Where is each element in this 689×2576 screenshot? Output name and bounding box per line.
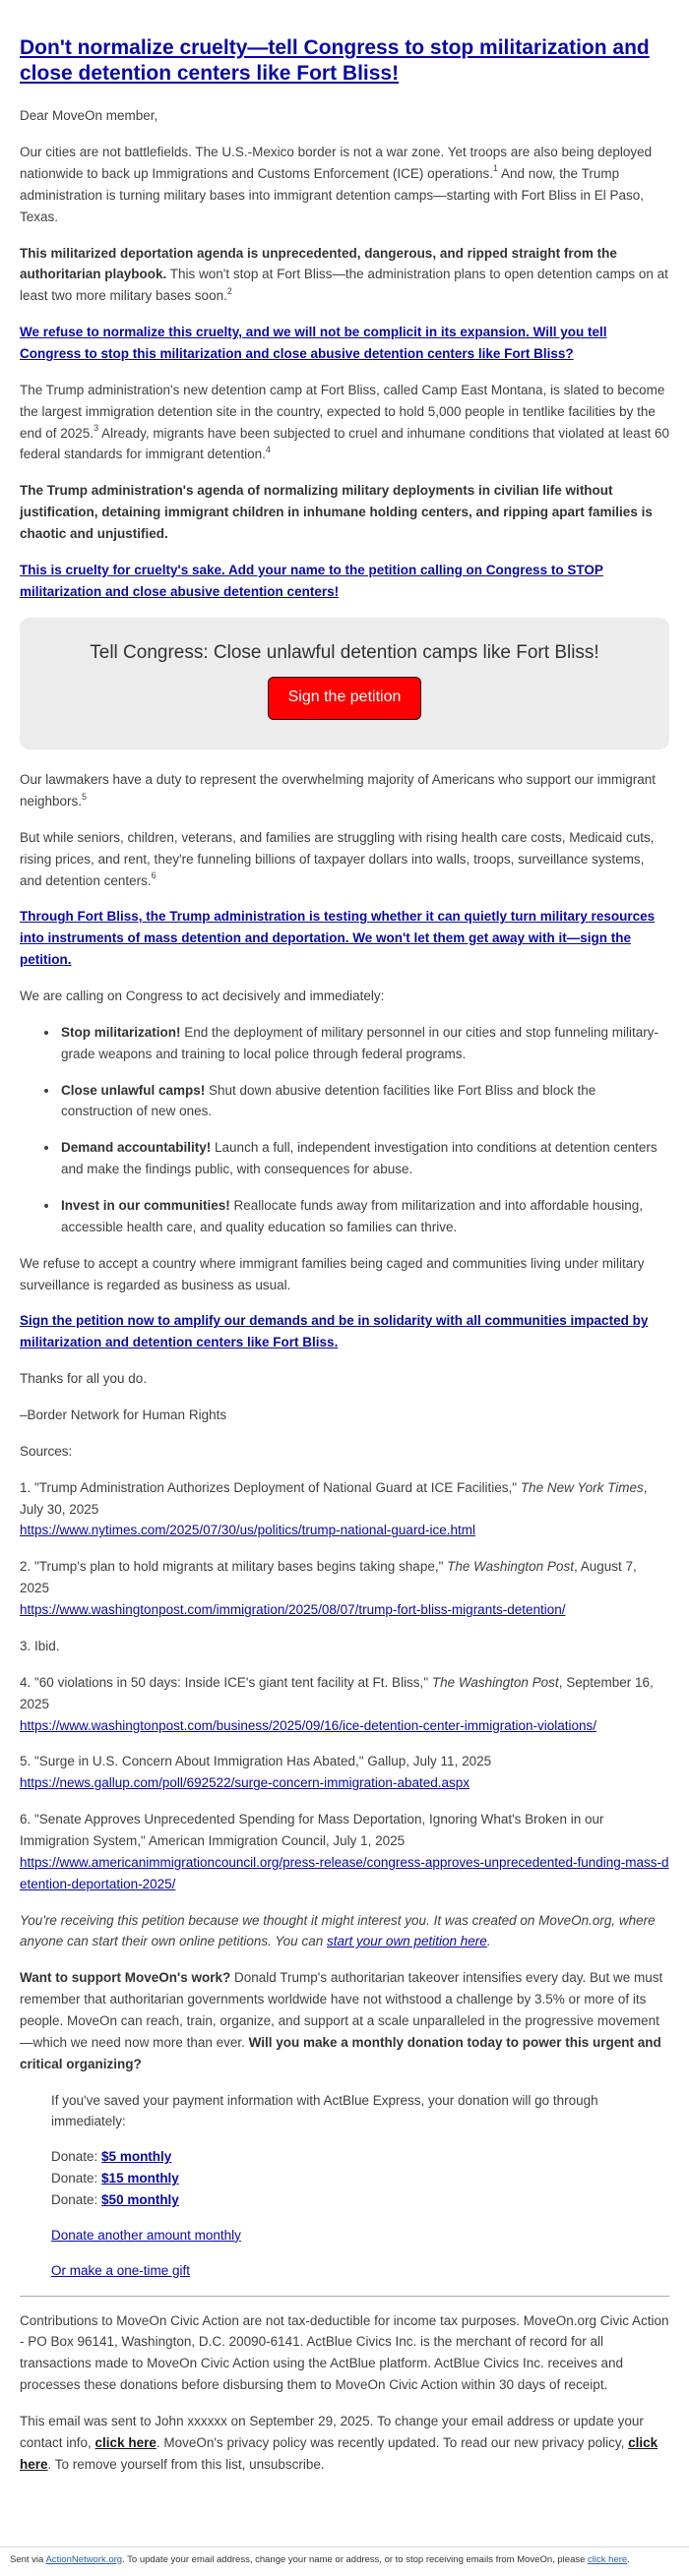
demand-item: • Demand accountability! Launch a full, independent investigation into conditions at detention centers and make the findings public, with consequences for abuse. — [59, 1137, 669, 1180]
source-item: 4. "60 violations in 50 days: Inside ICE's giant tent facility at Ft. Bliss," The Washington Post, September 16, 2025 https://www.washingtonpost.com/business/2025/09/16/ice-detention-center-immigration-violations/ — [20, 1674, 654, 1733]
paragraph-funding: But while seniors, children, veterans, and families are struggling with rising health care costs, Medicaid cuts, rising prices, and rent, they're funneling billions of taxpayer dollars into walls, troops, surveillance systems, and detention centers.$^6$ — [20, 829, 655, 888]
source-item: 2. "Trump's plan to hold migrants at military bases begins taking shape," The Washington Post, August 7, 2025 https://www.washingtonpost.com/immigration/2025/08/07/trump-fort-bliss-migrants-detention/ — [20, 1559, 637, 1618]
paragraph-lawmakers: Our lawmakers have a duty to represent the overwhelming majority of Americans who support our immigrant neighbors.$^5$ — [20, 772, 657, 809]
thanks: Thanks for all you do. — [20, 1371, 148, 1387]
source-link[interactable]: https://www.nytimes.com/2025/07/30/us/politics/trump-national-guard-ice.html — [20, 1523, 475, 1538]
footnote-ref: 4 — [265, 444, 271, 454]
footnote-ref: 6 — [151, 870, 157, 881]
footnote-ref: 3 — [94, 423, 99, 434]
sent-to-text: This email was sent to John xxxxxx on September 29, 2025. To change your email address or update your contact info, click here. MoveOn's privacy policy was recently updated. To read our new privacy policy, click here. To remove yourself from this list, unsubscribe. — [20, 2413, 658, 2472]
receiving-note: You're receiving this petition because we thought it might interest you. It was created on MoveOn.org, where anyone can start their own online petitions. You can start your own petition here. — [20, 1912, 656, 1949]
petition-link-4[interactable]: Sign the petition now to amplify our demands and be in solidarity with all communities impacted by militarization and detention centers like Fort Bliss. — [20, 1313, 649, 1350]
one-time-gift-link[interactable]: Or make a one-time gift — [51, 2262, 191, 2278]
support-paragraph: Want to support MoveOn's work? Donald Trump's authoritarian takeover intensifies every day. But we must remember that authoritarian governments worldwide have not withstood a challenge by 3.5% or more of its people. MoveOn can reach, train, organize, and support at a scale unparalleled in the progressive movement—which we need now more than ever. Will you make a monthly donation today to power this urgent and critical organizing? — [20, 1970, 663, 2071]
footnote-ref: 2 — [226, 285, 232, 296]
headline-link[interactable]: Don't normalize cruelty—tell Congress to stop militarization and close detention centers like Fort Bliss! — [20, 36, 650, 85]
headline — [20, 35, 669, 86]
donate-15-monthly-link[interactable]: $15 monthly — [101, 2171, 179, 2187]
sources-label: Sources: — [20, 1443, 73, 1459]
signoff: –Border Network for Human Rights — [20, 1408, 227, 1423]
source-link[interactable]: https://www.washingtonpost.com/business/2025/09/16/ice-detention-center-immigration-violations/ — [20, 1717, 597, 1733]
donate-other-amount-link[interactable]: Donate another amount monthly — [51, 2227, 241, 2243]
source-item: 3. Ibid. — [20, 1638, 60, 1653]
paragraph-call: We are calling on Congress to act decisively and immediately: — [20, 988, 385, 1004]
paragraph-fort-bliss: The Trump administration's new detention camp at Fort Bliss, called Camp East Montana, is slated to become the largest immigration detention site in the country, expected to hold 5,000 people in tentlike facilities by the end of 2025.$^3$ Already, migrants have been subjected to cruel and inhumane conditions that violated at least 60 federal standards for immigrant detention.$^4$ — [20, 382, 669, 462]
demand-item: • Invest in our communities! Reallocate funds away from militarization and into affordable housing, accessible health care, and quality education so families can thrive. — [59, 1195, 669, 1238]
demands-list — [20, 1022, 669, 1238]
donate-line: Donate: $50 monthly — [51, 2191, 179, 2207]
paragraph-agenda: This militarized deportation agenda is unprecedented, dangerous, and ripped straight from the authoritarian playbook. This won't stop at Fort Bliss—the administration plans to open detention camps on at least two more military bases soon.$^2$ — [20, 245, 668, 304]
source-link[interactable]: https://www.americanimmigrationcouncil.org/press-release/congress-approves-unprecedented-funding-mass-detention-deportation-2025/ — [20, 1854, 669, 1891]
source-item: 1. "Trump Administration Authorizes Deployment of National Guard at ICE Facilities," The New York Times, July 30, 2025 https://www.nytimes.com/2025/07/30/us/politics/trump-national-guard-ice.html — [20, 1479, 648, 1538]
callout-title: Tell Congress: Close unlawful detention camps like Fort Bliss! — [90, 641, 599, 663]
paragraph-intro: Our cities are not battlefields. The U.S.-Mexico border is not a war zone. Yet troops are also being deployed nationwide to back up Immigrations and Customs Enforcement (ICE) operations.$^1$ And now, the Trump administration is turning military bases into immigrant detention camps—starting with Fort Bliss in El Paso, Texas. — [20, 145, 653, 224]
privacy-policy-link[interactable]: click here — [20, 2434, 658, 2472]
petition-link-2[interactable]: This is cruelty for cruelty's sake. Add your name to the petition calling on Congress to STOP militarization and close abusive detention centers! — [20, 562, 603, 599]
donate-other-para — [51, 2225, 669, 2247]
actblue-note: If you've saved your payment information with ActBlue Express, your donation will go through immediately: — [51, 2092, 598, 2129]
divider — [20, 2296, 669, 2297]
donate-line: Donate: $5 monthly — [51, 2149, 172, 2165]
start-petition-link[interactable]: start your own petition here — [326, 1934, 487, 1949]
demand-item: • Close unlawful camps! Shut down abusive detention facilities like Fort Bliss and block the construction of new ones. — [59, 1080, 669, 1123]
one-time-gift-para — [51, 2260, 669, 2282]
petition-callout — [20, 618, 669, 750]
source-item: 6. "Senate Approves Unprecedented Spending for Mass Deportation, Ignoring What's Broken in our Immigration System," American Immigration Council, July 1, 2025 https://www.americanimmigrationcouncil.org/press-release/congress-approves-unprecedented-funding-mass-detention-deportation-2025/ — [20, 1812, 669, 1891]
actionnetwork-link[interactable]: ActionNetwork.org — [45, 2553, 123, 2565]
paragraph-bold-statement: The Trump administration's agenda of normalizing military deployments in civilian life without justification, detaining immigrant children in inhumane holding centers, and ripping apart families is chaotic and unjustified. — [20, 483, 653, 541]
petition-link-4-para — [20, 1310, 669, 1353]
footer: Sent via ActionNetwork.org. To update your email address, change your name or address, or to stop receiving emails from MoveOn, please click here. — [0, 2546, 689, 2576]
footnote-ref: 1 — [492, 163, 498, 174]
petition-link-1-para — [20, 322, 669, 365]
source-link[interactable]: https://news.gallup.com/poll/692522/surge-concern-immigration-abated.aspx — [20, 1775, 470, 1791]
petition-link-3-para — [20, 906, 669, 971]
footer-click-here-link[interactable]: click here — [588, 2553, 628, 2565]
petition-link-2-para — [20, 560, 669, 603]
donate-block — [20, 2090, 669, 2282]
petition-link-1[interactable]: We refuse to normalize this cruelty, and we will not be complicit in its expansion. Will you tell Congress to stop this militarization and close abusive detention centers like Fort Bliss? — [20, 325, 607, 361]
greeting: Dear MoveOn member, — [20, 108, 158, 124]
source-item: 5. "Surge in U.S. Concern About Immigration Has Abated," Gallup, July 11, 2025 https://news.gallup.com/poll/692522/surge-concern-immigration-abated.aspx — [20, 1754, 492, 1791]
sign-petition-button[interactable]: Sign the petition — [268, 677, 422, 720]
donate-5-monthly-link[interactable]: $5 monthly — [101, 2149, 172, 2165]
source-link[interactable]: https://www.washingtonpost.com/immigration/2025/08/07/trump-fort-bliss-migrants-detention/ — [20, 1602, 566, 1618]
footnote-ref: 5 — [82, 791, 88, 802]
demand-item: • Stop militarization! End the deployment of military personnel in our cities and stop funneling military-grade weapons and training to local police through federal programs. — [59, 1022, 669, 1065]
update-contact-link[interactable]: click here — [94, 2434, 157, 2450]
legal-text: Contributions to MoveOn Civic Action are not tax-deductible for income tax purposes. MoveOn.org Civic Action - PO Box 96141, Washington, D.C. 20090-6141. ActBlue Civics Inc. is the merchant of record for all transactions made to MoveOn Civic Action using the ActBlue platform. ActBlue Civics Inc. receives and processes these donations before disbursing them to MoveOn Civic Action within 30 days of receipt. — [20, 2312, 669, 2393]
donate-50-monthly-link[interactable]: $50 monthly — [101, 2191, 179, 2207]
donate-line: Donate: $15 monthly — [51, 2171, 179, 2187]
petition-link-3[interactable]: Through Fort Bliss, the Trump administration is testing whether it can quietly turn military resources into instruments of mass detention and deportation. We won't let them get away with it—sign the petition. — [20, 909, 656, 968]
paragraph-refuse: We refuse to accept a country where immigrant families being caged and communities living under military surveillance is regarded as business as usual. — [20, 1255, 645, 1292]
